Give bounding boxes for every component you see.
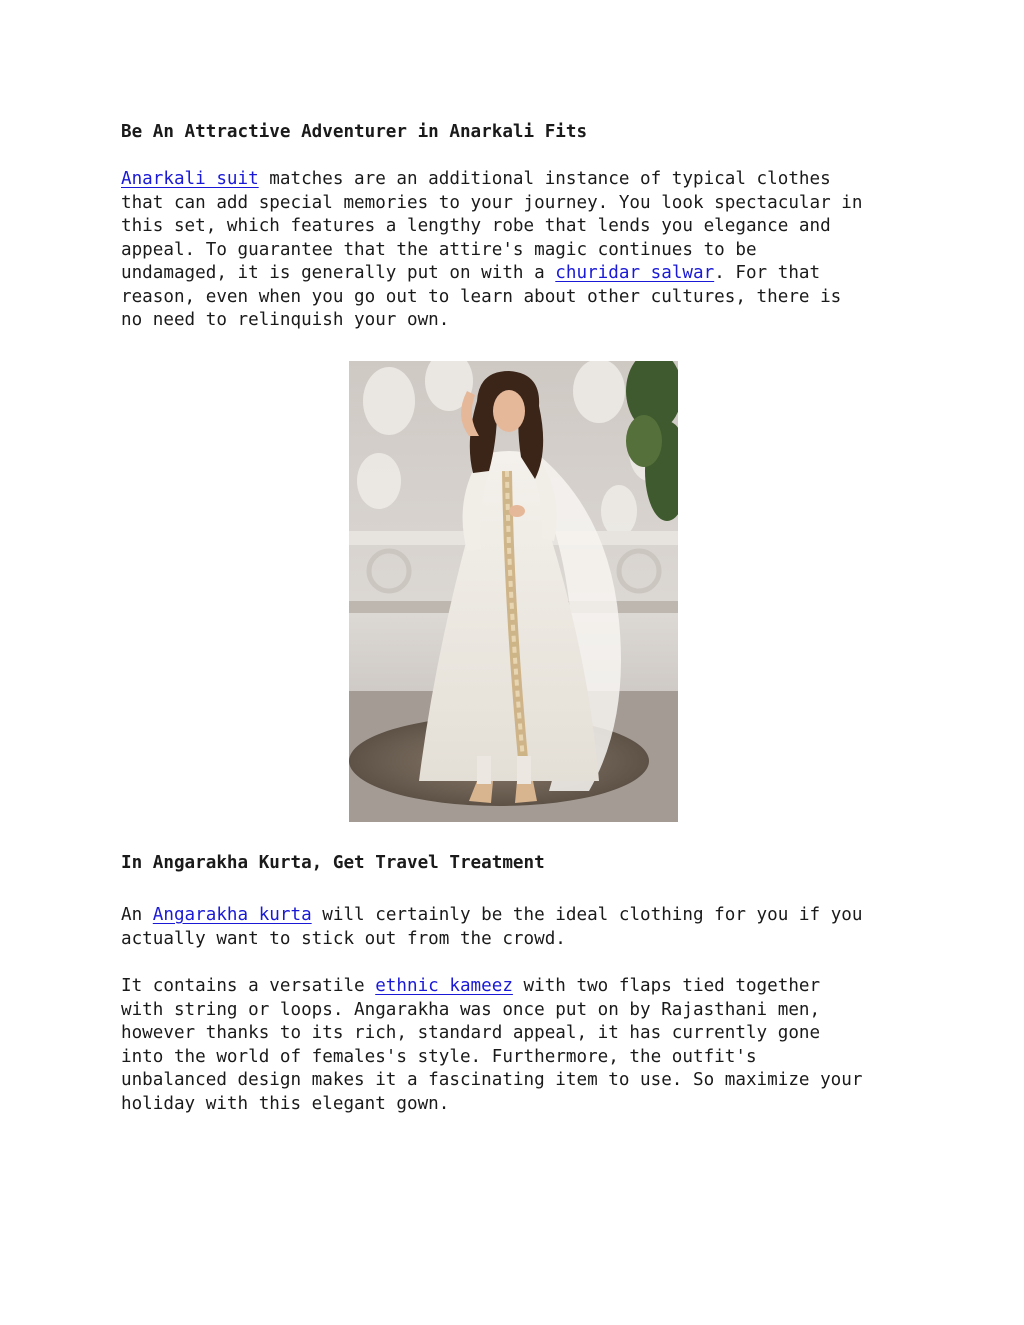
- churidar-salwar-link[interactable]: churidar salwar: [555, 263, 715, 283]
- angarakha-kurta-link[interactable]: Angarakha kurta: [152, 905, 312, 925]
- paragraph-anarkali: Anarkali suit matches are an additional instance of typical clothes that can add special memories to your journey. You look spectacular in this set, which features a lengthy robe that lends you elegance and appeal. To guarantee that the attire's magic continues to be undamaged, it is generally put on with a churidar salwar. For that reason, even when you go out to learn about other cultures, there is no need to relinquish your own.: [121, 169, 863, 330]
- section-heading-angarakha: In Angarakha Kurta, Get Travel Treatment: [121, 853, 545, 873]
- anarkali-suit-photo: [349, 361, 678, 822]
- section-heading-anarkali: Be An Attractive Adventurer in Anarkali Fits: [121, 122, 588, 142]
- paragraph-angarakha-intro: An Angarakha kurta will certainly be the ideal clothing for you if you actually want to stick out from the crowd.: [121, 905, 863, 949]
- paragraph-angarakha-details: It contains a versatile ethnic kameez with two flaps tied together with string or loops. Angarakha was once put on by Rajasthani men, however thanks to its rich, standard appeal, it has currently gone into the world of females's style. Furthermore, the outfit's unbalanced design makes it a fascinating item to use. So maximize your holiday with this elegant gown.: [121, 976, 863, 1114]
- ethnic-kameez-link[interactable]: ethnic kameez: [375, 976, 513, 996]
- anarkali-suit-link[interactable]: Anarkali suit: [121, 169, 259, 189]
